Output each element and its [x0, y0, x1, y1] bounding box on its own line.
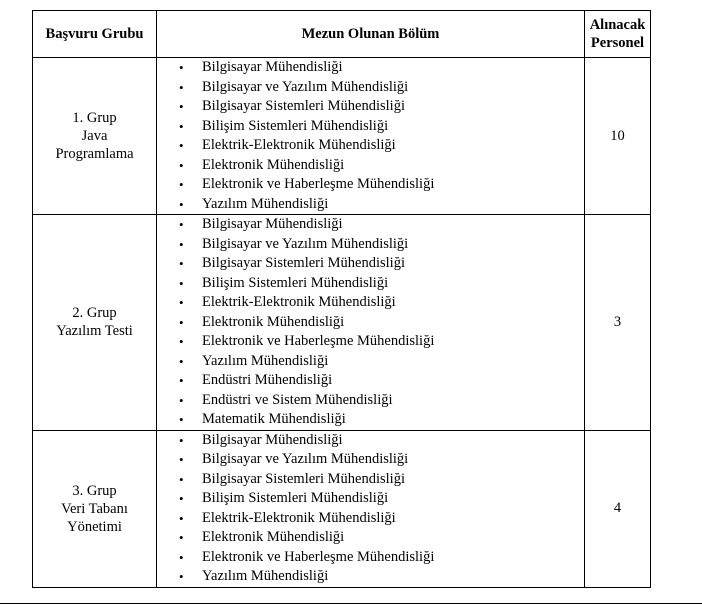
- department-list-cell: [157, 215, 585, 431]
- department-list: [157, 215, 584, 430]
- department-list-item: • Bilişim Sistemleri Mühendisliği: [157, 117, 584, 137]
- department-list-item: • Yazılım Mühendisliği: [157, 567, 584, 587]
- group-name-line: Programlama: [55, 146, 134, 162]
- group-name-cell: [33, 430, 157, 587]
- department-list: [157, 431, 584, 587]
- department-list-item: • Endüstri Mühendisliği: [157, 371, 584, 391]
- table-row: [33, 215, 651, 431]
- department-list-item: • Elektronik Mühendisliği: [157, 528, 584, 548]
- table-row: [33, 430, 651, 587]
- department-list-item: • Bilgisayar ve Yazılım Mühendisliği: [157, 78, 584, 98]
- group-name-line: 3. Grup: [72, 482, 117, 499]
- header-row: [33, 11, 651, 58]
- group-name-line: Java: [81, 128, 108, 144]
- department-list-item: • Yazılım Mühendisliği: [157, 352, 584, 372]
- department-list-item: • Matematik Mühendisliği: [157, 410, 584, 430]
- department-list-item: • Bilişim Sistemleri Mühendisliği: [157, 274, 584, 294]
- department-list-item: • Elektronik ve Haberleşme Mühendisliği: [157, 548, 584, 568]
- header-staff-line2: Personel: [590, 35, 645, 51]
- department-list-item: • Elektronik ve Haberleşme Mühendisliği: [157, 332, 584, 352]
- department-list: [157, 58, 584, 214]
- department-list-item: • Bilgisayar Mühendisliği: [157, 215, 584, 235]
- department-list-item: • Bilişim Sistemleri Mühendisliği: [157, 489, 584, 509]
- department-list-item: • Bilgisayar ve Yazılım Mühendisliği: [157, 450, 584, 470]
- page-bottom-rule: [0, 603, 702, 604]
- department-list-item: • Endüstri ve Sistem Mühendisliği: [157, 391, 584, 411]
- department-list-cell: [157, 58, 585, 215]
- department-list-item: • Bilgisayar Sistemleri Mühendisliği: [157, 97, 584, 117]
- department-list-item: • Bilgisayar Sistemleri Mühendisliği: [157, 470, 584, 490]
- group-name-cell: [33, 215, 157, 431]
- department-list-item: • Bilgisayar Mühendisliği: [157, 431, 584, 451]
- group-name-line: 1. Grup: [72, 110, 117, 126]
- staff-count-cell: 10: [585, 58, 651, 215]
- group-name-line: Yazılım Testi: [56, 323, 133, 340]
- header-graduated-department: Mezun Olunan Bölüm: [157, 11, 585, 58]
- group-name-line: Yönetimi: [67, 518, 122, 535]
- header-staff-line1: Alınacak: [589, 17, 646, 33]
- department-list-item: • Bilgisayar ve Yazılım Mühendisliği: [157, 235, 584, 255]
- department-list-item: • Bilgisayar Sistemleri Mühendisliği: [157, 254, 584, 274]
- header-application-group: Başvuru Grubu: [33, 11, 157, 58]
- group-name-cell: [33, 58, 157, 215]
- department-list-item: • Yazılım Mühendisliği: [157, 195, 584, 215]
- department-list-item: • Elektronik Mühendisliği: [157, 156, 584, 176]
- department-list-item: • Elektronik ve Haberleşme Mühendisliği: [157, 175, 584, 195]
- department-list-item: • Elektronik Mühendisliği: [157, 313, 584, 333]
- header-staff-count: [585, 11, 651, 58]
- department-list-item: • Elektrik-Elektronik Mühendisliği: [157, 136, 584, 156]
- application-groups-table: [32, 10, 651, 588]
- staff-count-cell: 3: [585, 215, 651, 431]
- department-list-item: • Elektrik-Elektronik Mühendisliği: [157, 509, 584, 529]
- group-name-line: Veri Tabanı: [61, 500, 128, 517]
- table-row: [33, 58, 651, 215]
- department-list-cell: [157, 430, 585, 587]
- department-list-item: • Bilgisayar Mühendisliği: [157, 58, 584, 78]
- department-list-item: • Elektrik-Elektronik Mühendisliği: [157, 293, 584, 313]
- group-name-line: 2. Grup: [72, 305, 117, 322]
- staff-count-cell: 4: [585, 430, 651, 587]
